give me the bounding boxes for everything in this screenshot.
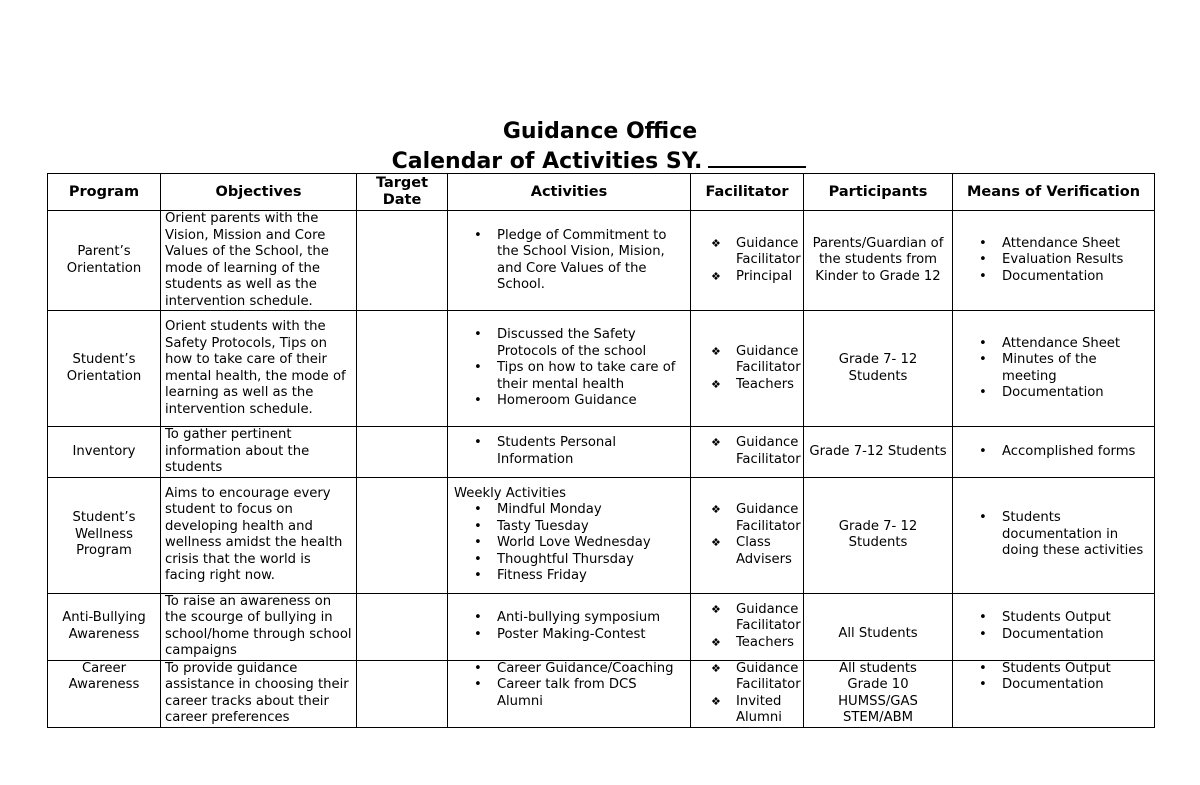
program-cell	[48, 427, 161, 478]
participants-text: Grade 7- 12 Students	[838, 352, 918, 384]
target-date-cell	[357, 593, 448, 660]
verification-item-list	[957, 336, 1150, 402]
header-activities: Activities	[448, 174, 691, 211]
school-year-blank	[708, 146, 806, 168]
participants-text: All Students	[838, 626, 918, 642]
program-cell	[48, 211, 161, 311]
table-row	[48, 427, 1155, 478]
activity-item: • Fitness Friday	[452, 568, 686, 585]
objectives-cell	[161, 593, 357, 660]
facilitator-item: ❖ Class Advisers	[691, 535, 799, 568]
header-facilitator: Facilitator	[691, 174, 804, 211]
activity-item: • Poster Making-Contest	[452, 627, 686, 644]
verification-item-list	[957, 661, 1150, 694]
facilitator-item: ❖ Guidance Facilitator	[691, 435, 799, 468]
verification-item-list	[957, 610, 1150, 643]
facilitator-item: ❖ Teachers	[691, 377, 799, 394]
program-cell	[48, 311, 161, 427]
activity-item: • Career talk from DCS Alumni	[452, 677, 686, 710]
means-of-verification-cell	[953, 427, 1155, 478]
facilitator-item-list	[691, 236, 799, 286]
activities-cell	[448, 311, 691, 427]
activities-cell	[448, 660, 691, 727]
activity-item: • Tasty Tuesday	[452, 519, 686, 536]
facilitator-item: ❖ Guidance Facilitator	[691, 502, 799, 535]
program-name: Student’s Wellness Program	[72, 510, 136, 559]
program-cell	[48, 593, 161, 660]
facilitator-cell	[691, 660, 804, 727]
objectives-cell	[161, 211, 357, 311]
header-program: Program	[48, 174, 161, 211]
activity-item-list	[452, 610, 686, 643]
activity-item-list	[452, 327, 686, 410]
facilitator-cell	[691, 593, 804, 660]
verification-item: • Attendance Sheet	[957, 236, 1150, 253]
program-cell	[48, 660, 161, 727]
activities-cell	[448, 593, 691, 660]
target-date-cell	[357, 477, 448, 593]
verification-item-list	[957, 236, 1150, 286]
document-title	[0, 118, 1200, 176]
activities-group-heading: Weekly Activities	[454, 485, 566, 501]
title-line-2-text: Calendar of Activities SY.	[391, 149, 703, 174]
facilitator-item-list	[691, 435, 799, 468]
verification-item: • Accomplished forms	[957, 444, 1150, 461]
facilitator-item: ❖ Invited Alumni	[691, 694, 799, 727]
participants-line: All students	[839, 660, 917, 676]
verification-item: • Attendance Sheet	[957, 336, 1150, 353]
participants-cell	[804, 593, 953, 660]
table-row	[48, 660, 1155, 727]
activity-item: • Discussed the Safety Protocols of the school	[452, 327, 686, 360]
activity-item: • Homeroom Guidance	[452, 393, 686, 410]
participants-line: HUMSS/GAS	[838, 693, 918, 709]
objectives-cell	[161, 427, 357, 478]
participants-text: Parents/Guardian of the students from Kinder to Grade 12	[812, 235, 944, 284]
facilitator-item: ❖ Guidance Facilitator	[691, 602, 799, 635]
header-means-of-verification: Means of Verification	[953, 174, 1155, 211]
activity-item: • Anti-bullying symposium	[452, 610, 686, 627]
table-row	[48, 211, 1155, 311]
program-name: Student’s Orientation	[66, 352, 142, 384]
verification-item: • Minutes of the meeting	[957, 352, 1150, 385]
target-date-cell	[357, 660, 448, 727]
target-date-cell	[357, 211, 448, 311]
table-row	[48, 311, 1155, 427]
participants-cell	[804, 211, 953, 311]
table-body	[48, 211, 1155, 728]
program-cell	[48, 477, 161, 593]
verification-item: • Evaluation Results	[957, 252, 1150, 269]
target-date-cell	[357, 427, 448, 478]
verification-item: • Students Output	[957, 661, 1150, 678]
activities-cell	[448, 211, 691, 311]
title-line-1: Guidance Office	[502, 119, 698, 144]
header-objectives: Objectives	[161, 174, 357, 211]
means-of-verification-cell	[953, 593, 1155, 660]
activities-table	[47, 173, 1155, 728]
verification-item-list	[957, 444, 1150, 461]
header-target-date: Target Date	[357, 174, 448, 211]
participants-line: STEM/ABM	[842, 710, 914, 725]
participants-cell	[804, 427, 953, 478]
activity-item-list	[452, 228, 686, 294]
participants-text: Grade 7-12 Students	[809, 443, 947, 459]
activity-item: • Students Personal Information	[452, 435, 686, 468]
objectives-text: Aims to encourage every student to focus on developing health and wellness amidst the health crisis that the world is facing right now.	[165, 485, 343, 583]
activity-item-list	[452, 661, 686, 711]
means-of-verification-cell	[953, 311, 1155, 427]
program-name: Parent’s Orientation	[66, 244, 142, 276]
objectives-cell	[161, 477, 357, 593]
participants-cell	[804, 311, 953, 427]
participants-cell	[804, 477, 953, 593]
objectives-text: To gather pertinent information about the students	[165, 427, 310, 475]
facilitator-item-list	[691, 661, 799, 727]
objectives-text: To raise an awareness on the scourge of bullying in school/home through school campaigns	[165, 593, 352, 658]
objectives-text: To provide guidance assistance in choosing their career tracks about their career preferences	[165, 660, 349, 725]
participants-line: Grade 10	[847, 677, 909, 692]
activity-item: • Mindful Monday	[452, 502, 686, 519]
header-row	[48, 174, 1155, 211]
activity-item: • Tips on how to take care of their mental health	[452, 360, 686, 393]
means-of-verification-cell	[953, 211, 1155, 311]
means-of-verification-cell	[953, 660, 1155, 727]
activities-cell	[448, 427, 691, 478]
objectives-cell	[161, 311, 357, 427]
program-name: Career Awareness	[68, 660, 140, 692]
activity-item: • World Love Wednesday	[452, 535, 686, 552]
program-name: Inventory	[72, 443, 136, 459]
facilitator-cell	[691, 211, 804, 311]
objectives-text: Orient students with the Safety Protocols, Tips on how to take care of their mental health, the mode of learning as well as the intervention schedule.	[165, 319, 346, 417]
activity-item: • Pledge of Commitment to the School Vision, Mision, and Core Values of the School.	[452, 228, 686, 294]
facilitator-item: ❖ Guidance Facilitator	[691, 344, 799, 377]
target-date-cell	[357, 311, 448, 427]
facilitator-item: ❖ Guidance Facilitator	[691, 236, 799, 269]
facilitator-cell	[691, 477, 804, 593]
activity-item-list	[452, 435, 686, 468]
activity-item: • Thoughtful Thursday	[452, 552, 686, 569]
table-row	[48, 477, 1155, 593]
header-participants: Participants	[804, 174, 953, 211]
means-of-verification-cell	[953, 477, 1155, 593]
verification-item: • Students documentation in doing these activities	[957, 510, 1150, 560]
facilitator-item-list	[691, 602, 799, 652]
objectives-cell	[161, 660, 357, 727]
facilitator-item-list	[691, 502, 799, 568]
verification-item: • Documentation	[957, 677, 1150, 694]
objectives-text: Orient parents with the Vision, Mission and Core Values of the School, the mode of learning of the students as well as the intervention schedule.	[165, 211, 329, 309]
program-name: Anti-Bullying Awareness	[62, 610, 146, 642]
facilitator-cell	[691, 427, 804, 478]
verification-item: • Documentation	[957, 385, 1150, 402]
verification-item: • Students Output	[957, 610, 1150, 627]
verification-item: • Documentation	[957, 269, 1150, 286]
facilitator-item: ❖ Principal	[691, 269, 799, 286]
facilitator-cell	[691, 311, 804, 427]
facilitator-item-list	[691, 344, 799, 394]
title-line-2	[0, 146, 1200, 176]
facilitator-item: ❖ Guidance Facilitator	[691, 661, 799, 694]
facilitator-item: ❖ Teachers	[691, 635, 799, 652]
verification-item: • Documentation	[957, 627, 1150, 644]
activity-item-list	[452, 502, 686, 585]
activity-item: • Career Guidance/Coaching	[452, 661, 686, 678]
participants-cell	[804, 660, 953, 727]
activities-cell	[448, 477, 691, 593]
verification-item-list	[957, 510, 1150, 560]
participants-text: Grade 7- 12 Students	[838, 518, 918, 550]
table-row	[48, 593, 1155, 660]
